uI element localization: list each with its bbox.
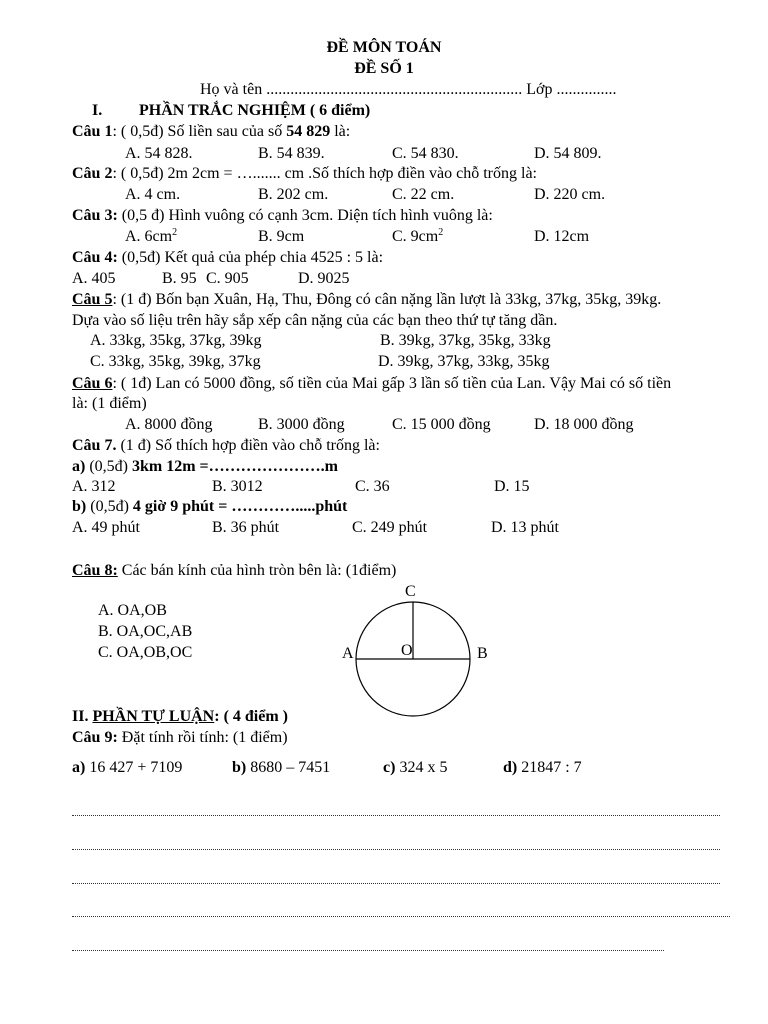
option-d: D. 13 phút: [491, 519, 559, 536]
question-3: Câu 3: (0,5 đ) Hình vuông có cạnh 3cm. Diện tích hình vuông là:: [72, 207, 493, 224]
point-b-label: B: [477, 645, 488, 662]
option-c: C. 54 830.: [392, 145, 459, 162]
option-d: D. 18 000 đồng: [534, 416, 634, 433]
option-b: B. 39kg, 37kg, 35kg, 33kg: [380, 332, 551, 349]
question-7: Câu 7. (1 đ) Số thích hợp điền vào chỗ trống là:: [72, 437, 380, 454]
option-c: C. 249 phút: [352, 519, 428, 536]
question-9: Câu 9: Đặt tính rồi tính: (1 điểm): [72, 729, 288, 746]
option-c: C. 15 000 đồng: [392, 416, 491, 433]
part1-numeral: I.: [92, 102, 103, 119]
part2-title: II. PHẦN TỰ LUẬN: ( 4 điểm ): [72, 708, 288, 725]
option-a: A. $6cm^2$: [125, 227, 178, 245]
option-b: B. 3000 đồng: [258, 416, 345, 433]
point-o-label: O: [401, 642, 413, 659]
option-a: A. 54 828.: [125, 145, 193, 162]
item-d: d) 21847 : 7: [503, 759, 582, 776]
question-6-line2: là: (1 điểm): [72, 395, 147, 412]
question-5: Câu 5: (1 đ) Bốn bạn Xuân, Hạ, Thu, Đông có cân nặng lần lượt là 33kg, 37kg, 35kg, 39kg.: [72, 291, 662, 308]
question-7a: a) (0,5đ) 3km 12m =………………….m: [72, 458, 338, 475]
question-8-option-c: C. OA,OB,OC: [98, 644, 193, 661]
part1-title: PHẦN TRẮC NGHIỆM ( 6 điểm): [139, 102, 371, 119]
option-b: B. 95: [162, 270, 197, 287]
option-c: C. $9cm^2$: [392, 227, 444, 245]
answer-line: [72, 916, 730, 917]
question-5-line2: Dựa vào số liệu trên hãy sắp xếp cân nặng của các bạn theo thứ tự tăng dần.: [72, 312, 558, 329]
exam-title: ĐỀ MÔN TOÁN: [326, 39, 442, 56]
answer-line: [72, 883, 720, 884]
option-b: B. 202 cm.: [258, 186, 329, 203]
question-8-option-a: A. OA,OB: [98, 602, 167, 619]
option-a: A. 4 cm.: [125, 186, 181, 203]
item-b: b) 8680 – 7451: [232, 759, 331, 776]
option-d: D. 54 809.: [534, 145, 602, 162]
option-b: B. 54 839.: [258, 145, 325, 162]
exam-subtitle: ĐỀ SỐ 1: [354, 60, 414, 77]
option-b: B. 36 phút: [212, 519, 280, 536]
answer-line: [72, 815, 720, 816]
option-c: C. 36: [355, 478, 390, 495]
option-d: D. 12cm: [534, 228, 590, 245]
point-c-label: C: [405, 583, 416, 600]
question-2: Câu 2: ( 0,5đ) 2m 2cm = …....... cm .Số thích hợp điền vào chỗ trống là:: [72, 165, 537, 182]
option-a: A. 312: [72, 478, 116, 495]
answer-line: [72, 950, 664, 951]
option-a: A. 8000 đồng: [125, 416, 213, 433]
option-c: C. 22 cm.: [392, 186, 455, 203]
item-c: c) 324 x 5: [383, 759, 448, 776]
question-4: Câu 4: (0,5đ) Kết quả của phép chia 4525 : 5 là:: [72, 249, 384, 266]
question-1: Câu 1: ( 0,5đ) Số liền sau của số 54 829 là:: [72, 123, 351, 140]
point-a-label: A: [342, 645, 354, 662]
option-d: D. 220 cm.: [534, 186, 606, 203]
option-d: D. 9025: [298, 270, 350, 287]
option-c: C. 33kg, 35kg, 39kg, 37kg: [90, 353, 261, 370]
option-a: A. 49 phút: [72, 519, 140, 536]
name-class-line: Họ và tên ................................................................ Lớp ...............: [200, 81, 617, 98]
option-d: D. 15: [494, 478, 530, 495]
item-a: a) 16 427 + 7109: [72, 759, 183, 776]
option-b: B. 3012: [212, 478, 263, 495]
question-8-option-b: B. OA,OC,AB: [98, 623, 193, 640]
option-a: A. 33kg, 35kg, 37kg, 39kg: [90, 332, 262, 349]
question-6: Câu 6: ( 1đ) Lan có 5000 đồng, số tiền của Mai gấp 3 lần số tiền của Lan. Vậy Mai có số tiền: [72, 375, 672, 392]
question-8: Câu 8: Các bán kính của hình tròn bên là: (1điểm): [72, 562, 397, 579]
question-7b: b) (0,5đ) 4 giờ 9 phút = ………….....phút: [72, 498, 348, 515]
option-c: C. 905: [206, 270, 249, 287]
answer-line: [72, 849, 720, 850]
option-a: A. 405: [72, 270, 116, 287]
option-d: D. 39kg, 37kg, 33kg, 35kg: [378, 353, 550, 370]
option-b: B. 9cm: [258, 228, 305, 245]
